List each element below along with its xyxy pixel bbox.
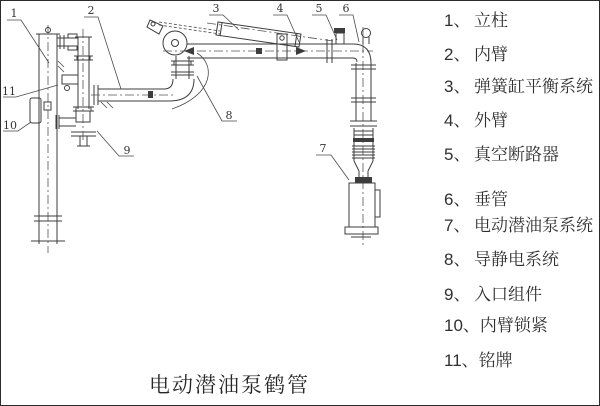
callout-11: 11 — [2, 85, 16, 98]
legend-item — [444, 286, 542, 305]
inlet-assembly — [56, 107, 96, 146]
callout-8: 8 — [225, 109, 233, 122]
callout-9: 9 — [123, 144, 131, 157]
legend-item-number: 2、 — [444, 45, 471, 64]
outer-arm — [163, 34, 373, 63]
legend-item — [444, 12, 508, 31]
legend-item-label: 内臂锁紧 — [479, 316, 548, 335]
legend-item-number: 8、 — [444, 250, 471, 269]
legend-item — [444, 251, 559, 270]
legend-item-label: 真空断路器 — [474, 145, 559, 164]
callout-10: 10 — [3, 119, 17, 132]
drop-pipe — [350, 27, 377, 245]
legend-item-number: 1、 — [444, 11, 471, 30]
legend-item — [444, 191, 508, 210]
legend-item-label: 弹簧缸平衡系统 — [474, 77, 593, 96]
legend-item — [444, 352, 513, 371]
legend-item-label: 入口组件 — [474, 285, 542, 304]
callout-6: 6 — [342, 2, 350, 15]
legend-item — [444, 217, 593, 236]
callout-7: 7 — [319, 142, 327, 155]
legend-item-label: 垂管 — [474, 190, 508, 209]
legend-item-label: 内臂 — [474, 45, 508, 64]
legend-item — [444, 78, 593, 97]
legend-item — [444, 317, 548, 336]
inner-arm — [91, 85, 173, 108]
submersible-pump — [345, 183, 380, 237]
legend-item-number: 4、 — [444, 111, 471, 130]
legend-item-label: 立柱 — [474, 11, 508, 30]
legend-item-number: 6、 — [444, 190, 471, 209]
figure-caption: 电动潜油泵鹤管 — [149, 374, 310, 397]
legend-item-label: 外臂 — [474, 111, 508, 130]
callout-4: 4 — [276, 2, 284, 15]
legend-item — [444, 46, 508, 65]
legend-item-number: 5、 — [444, 145, 471, 164]
legend-item-number: 10、 — [444, 316, 480, 335]
legend-item-number: 7、 — [444, 216, 471, 235]
legend-item-number: 3、 — [444, 77, 471, 96]
spring-cylinder — [159, 22, 333, 47]
legend-item-number: 11、 — [444, 351, 479, 370]
legend-item-label: 铭牌 — [478, 351, 513, 370]
legend-item-label: 导静电系统 — [474, 250, 559, 269]
callout-1: 1 — [10, 7, 18, 20]
column — [31, 25, 65, 253]
inner-arm-lock — [44, 102, 51, 110]
callout-3: 3 — [212, 2, 220, 15]
legend-item-number: 9、 — [444, 285, 471, 304]
legend-item — [444, 112, 508, 131]
legend — [444, 1, 600, 406]
legend-item — [444, 146, 559, 165]
callout-5: 5 — [315, 2, 323, 15]
callout-2: 2 — [87, 4, 95, 17]
callouts — [2, 2, 359, 180]
drop-elbow — [353, 29, 371, 64]
legend-item-label: 电动潜油泵系统 — [474, 216, 593, 235]
